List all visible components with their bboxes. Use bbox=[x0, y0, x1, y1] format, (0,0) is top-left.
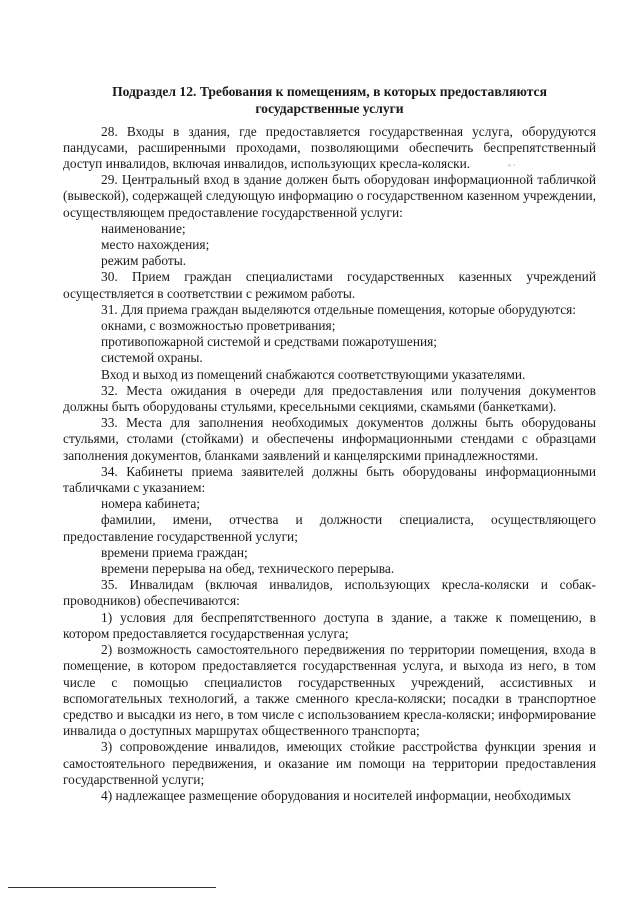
body-text bbox=[63, 124, 596, 805]
footer-rule bbox=[8, 887, 216, 888]
paragraph: 33. Места для заполнения необходимых документов должны быть оборудованы стульями, столами (стойками) и обеспечены информационными стендами с образцами заполнения документов, бланками заявлений и канцелярскими принадлежностями. bbox=[63, 415, 596, 463]
scan-mark: ▫ · bbox=[508, 161, 516, 170]
list-item: системой охраны. bbox=[101, 350, 203, 366]
list-item: времени приема граждан; bbox=[101, 544, 248, 560]
page-content bbox=[63, 84, 596, 804]
list-item: времени перерыва на обед, технического перерыва. bbox=[101, 561, 395, 577]
paragraph: 28. Входы в здания, где предоставляется государственная услуга, оборудуются пандусами, расширенными проходами, позволяющими обеспечить беспрепятственный доступ инвалидов, включая инвалидов, использующих кресла-коляски. bbox=[63, 123, 596, 171]
list-item: противопожарной системой и средствами пожаротушения; bbox=[101, 334, 438, 350]
paragraph: 2) возможность самостоятельного передвижения по территории помещения, входа в помещение, в котором предоставляется государственная услуга, и выхода из него, в том числе с помощью специалистов государственных учреждений, ассистивных и вспомогательных технологий, а также сменного кресла-коляски; посадки в транспортное средство и высадки из него, в том числе с использованием кресла-коляски; информирование инвалида о доступных маршрутах общественного транспорта; bbox=[63, 642, 596, 739]
section-heading bbox=[63, 84, 596, 118]
paragraph: 1) условия для беспрепятственного доступа в здание, а также к помещению, в котором предоставляется государственная услуга; bbox=[63, 609, 596, 641]
paragraph: 31. Для приема граждан выделяются отдельные помещения, которые оборудуются: bbox=[101, 301, 577, 317]
section-heading-line2: государственные услуги bbox=[255, 100, 404, 116]
paragraph: 3) сопровождение инвалидов, имеющих стойкие расстройства функции зрения и самостоятельного передвижения, и оказание им помощи на территории предоставления государственной услуги; bbox=[63, 739, 596, 787]
paragraph: 34. Кабинеты приема заявителей должны быть оборудованы информационными табличками с указанием: bbox=[63, 463, 596, 496]
list-item: окнами, с возможностью проветривания; bbox=[101, 318, 336, 334]
paragraph: Вход и выход из помещений снабжаются соответствующими указателями. bbox=[101, 366, 526, 382]
paragraph: 32. Места ожидания в очереди для предоставления или получения документов должны быть оборудованы стульями, кресельными секциями, скамьями (банкетками). bbox=[63, 382, 596, 415]
paragraph: фамилии, имени, отчества и должности специалиста, осуществляющего предоставление государственной услуги; bbox=[63, 512, 596, 544]
list-item: наименование; bbox=[101, 220, 186, 236]
list-item: место нахождения; bbox=[101, 237, 210, 253]
list-item: режим работы. bbox=[101, 253, 187, 269]
paragraph: 4) надлежащее размещение оборудования и носителей информации, необходимых bbox=[101, 787, 572, 803]
paragraph: 30. Прием граждан специалистами государственных казенных учреждений осуществляется в соответствии с режимом работы. bbox=[63, 269, 596, 301]
paragraph: 35. Инвалидам (включая инвалидов, использующих кресла-коляски и собак-проводников) обеспечиваются: bbox=[63, 577, 596, 609]
paragraph: 29. Центральный вход в здание должен быть оборудован информационной табличкой (вывеской), содержащей следующую информацию о государственном казенном учреждении, осуществляющем предоставление государственной услуги: bbox=[63, 172, 596, 220]
section-heading-line1: Подраздел 12. Требования к помещениям, в которых предоставляются bbox=[112, 84, 547, 99]
list-item: номера кабинета; bbox=[101, 496, 201, 512]
